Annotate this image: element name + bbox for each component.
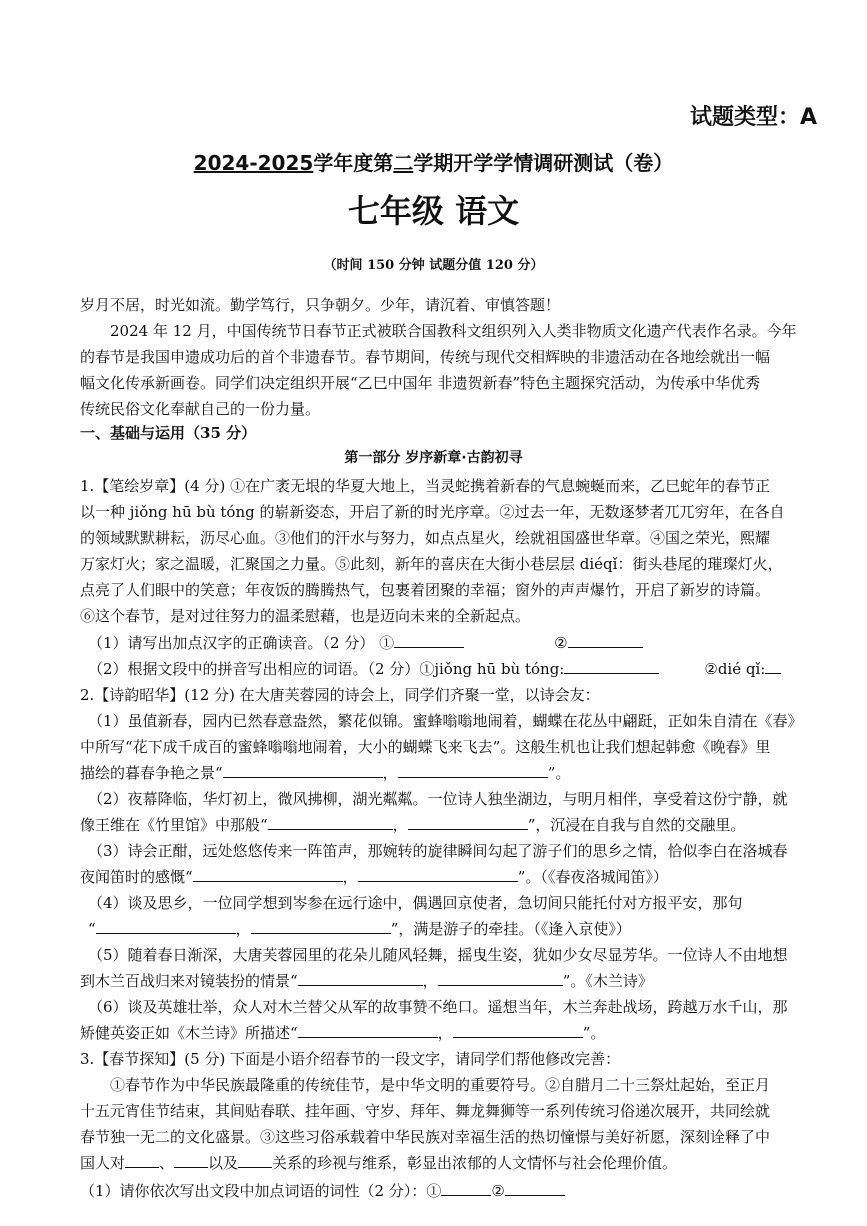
answer-blank[interactable]	[193, 867, 343, 882]
line-text: ”。	[547, 764, 571, 782]
line-text: ，	[235, 920, 251, 938]
sub-question-text: ②dié qǐ:	[704, 660, 766, 678]
question-2-line	[80, 760, 570, 786]
question-2-line: 中所写“花下成千成百的蜜蜂嗡嗡地闹着，大小的蝴蝶飞来飞去”。这般生机也让我们想起韩愈《晚春》里	[80, 738, 771, 756]
answer-blank[interactable]	[223, 763, 383, 778]
section-heading: 一、基础与运用（35 分）	[80, 424, 257, 442]
answer-blank[interactable]	[765, 659, 781, 674]
answer-blank[interactable]	[441, 1181, 491, 1196]
line-text: ”，满是游子的牵挂。（《逢入京使》）	[390, 920, 631, 938]
question-1-sub-2	[88, 656, 781, 682]
line-text: 、	[159, 1154, 175, 1172]
question-1-line: ⑥这个春节，是对过往努力的温柔慰藉，也是迈向未来的全新起点。	[80, 607, 531, 625]
intro-paragraph-line: 的春节是我国申遗成功后的首个非遗春节。春节期间，传统与现代交相辉映的非遗活动在各地绘就出一幅	[80, 348, 771, 366]
question-3-line: 春节独一无二的文化盛景。③这些习俗承载着中华民族对幸福生活的热切憧憬与美好祈愿，深刻诠释了中	[80, 1128, 771, 1146]
answer-blank[interactable]	[394, 633, 464, 648]
sub-question-text: ②	[554, 634, 568, 652]
answer-blank[interactable]	[398, 763, 548, 778]
line-text: 像王维在《竹里馆》中那般“	[80, 816, 268, 834]
line-text: ”。（《春夜洛城闻笛》）	[517, 868, 668, 886]
exam-title	[0, 147, 867, 176]
exam-title-end: 学期开学学情调研测试（卷）	[413, 151, 674, 175]
answer-blank[interactable]	[238, 1153, 272, 1168]
line-text: ，	[422, 972, 438, 990]
answer-blank[interactable]	[298, 1023, 438, 1038]
answer-blank[interactable]	[96, 919, 236, 934]
answer-blank[interactable]	[251, 919, 391, 934]
answer-blank[interactable]	[298, 971, 423, 986]
answer-blank[interactable]	[564, 659, 659, 674]
sub-question-text: （1）请你依次写出文段中加点词语的词性（2 分）：①	[80, 1182, 442, 1200]
line-text: ”。《木兰诗》	[562, 972, 653, 990]
intro-line: 岁月不居，时光如流。勤学笃行，只争朝夕。少年，请沉着、审慎答题！	[80, 296, 561, 314]
sub-question-text: ②	[491, 1182, 505, 1200]
answer-blank[interactable]	[438, 971, 563, 986]
line-text: 到木兰百战归来对镜装扮的情景“	[80, 972, 298, 990]
answer-blank[interactable]	[268, 815, 393, 830]
line-text: ，	[382, 764, 398, 782]
intro-paragraph-line: 2024 年 12 月，中国传统节日春节正式被联合国教科文组织列入人类非物质文化遗产代表作名录。今年	[110, 322, 797, 340]
question-2-line: （5）随着春日渐深，大唐芙蓉园里的花朵儿随风轻舞，摇曳生姿，犹如少女尽显芳华。一位诗人不由地想	[88, 946, 788, 964]
line-text: 描绘的暮春争艳之景“	[80, 764, 223, 782]
question-1-sub-1	[88, 630, 643, 656]
line-text: 矫健英姿正如《木兰诗》所描述“	[80, 1024, 298, 1042]
answer-blank[interactable]	[174, 1153, 208, 1168]
line-text: ”。	[582, 1024, 606, 1042]
question-3-sub-1	[80, 1178, 565, 1204]
answer-blank[interactable]	[408, 815, 528, 830]
line-text: 关系的珍视与维系，彰显出浓郁的人文情怀与社会伦理价值。	[272, 1154, 678, 1172]
question-1-line: 以一种 jiǒng hū bù tóng 的崭新姿态，开启了新的时光序章。②过去一年，无数逐梦者兀兀穷年，在各自	[80, 503, 785, 521]
answer-blank[interactable]	[568, 633, 643, 648]
line-text: 以及	[208, 1154, 239, 1172]
line-text: 夜闻笛时的感慨“	[80, 868, 193, 886]
line-text: 国人对	[80, 1154, 126, 1172]
exam-type-label: 试题类型：A	[689, 105, 817, 130]
question-2-line	[80, 812, 745, 838]
question-2-line	[88, 916, 631, 942]
intro-paragraph-line: 幅文化传承新画卷。同学们决定组织开展“乙巳中国年 非遗贺新春”特色主题探究活动，为传承中华优秀	[80, 374, 761, 392]
question-1-line: 的领域默默耕耘，沥尽心血。③他们的汗水与努力，如点点星火，绘就祖国盛世华章。④国之荣光，熙耀	[80, 529, 771, 547]
sub-question-text: （2）根据文段中的拼音写出相应的词语。（2 分）①jiǒng hū bù tóng:	[88, 660, 565, 678]
line-text: ，	[437, 1024, 453, 1042]
intro-paragraph-line: 传统民俗文化奉献自己的一份力量。	[80, 400, 321, 418]
line-text: ，	[342, 868, 358, 886]
question-1-line: 点亮了人们眼中的笑意；年夜饭的腾腾热气，包裹着团聚的幸福；窗外的声声爆竹，开启了新岁的诗篇。	[80, 581, 771, 599]
question-2-line: （6）谈及英雄壮举，众人对木兰替父从军的故事赞不绝口。遥想当年，木兰奔赴战场，跨越万水千山，那	[88, 998, 788, 1016]
exam-year: 2024-2025	[193, 151, 314, 175]
exam-time-info: （时间 150 分钟 试题分值 120 分）	[323, 258, 544, 273]
question-2-line: （2）夜幕降临，华灯初上，微风拂柳，湖光粼粼。一位诗人独坐湖边，与明月相伴，享受着这份宁静，就	[88, 790, 788, 808]
question-2-line	[80, 968, 653, 994]
question-1-line: 万家灯火；家之温暖，汇聚国之力量。⑤此刻，新年的喜庆在大街小巷层层 diéqǐ：街头巷尾的璀璨灯火，	[80, 555, 783, 573]
question-2-line: 2.【诗韵昭华】(12 分) 在大唐芙蓉园的诗会上，同学们齐聚一堂，以诗会友：	[80, 686, 600, 704]
answer-blank[interactable]	[505, 1181, 565, 1196]
question-3-line: 3.【春节探知】(5 分) 下面是小语介绍春节的一段文字，请同学们帮他修改完善：	[80, 1050, 621, 1068]
question-3-line: ①春节作为中华民族最隆重的传统佳节，是中华文明的重要符号。②自腊月二十三祭灶起始，至正月	[110, 1076, 771, 1094]
answer-blank[interactable]	[358, 867, 518, 882]
question-2-line	[80, 864, 668, 890]
part-heading: 第一部分 岁序新章·古韵初寻	[344, 450, 523, 466]
question-2-line: （3）诗会正酣，远处悠悠传来一阵笛声，那婉转的旋律瞬间勾起了游子们的思乡之情，恰似李白在洛城春	[88, 842, 788, 860]
question-2-line: （4）谈及思乡，一位同学想到岑参在远行途中，偶遇回京使者，急切间只能托付对方报平安，那句	[88, 894, 743, 912]
answer-blank[interactable]	[125, 1153, 159, 1168]
question-3-line: 十五元宵佳节结束，其间贴春联、挂年画、守岁、拜年、舞龙舞狮等一系列传统习俗递次展开，共同绘就	[80, 1102, 771, 1120]
question-3-line	[80, 1150, 677, 1176]
line-text: ”，沉浸在自我与自然的交融里。	[527, 816, 746, 834]
exam-title-mid: 学年度第	[313, 151, 394, 175]
line-text: “	[88, 920, 96, 938]
question-2-line	[80, 1020, 605, 1046]
sub-question-text: （1）请写出加点汉字的正确读音。（2 分） ①	[88, 634, 395, 652]
question-2-line: （1）虽值新春，园内已然春意盎然，繁花似锦。蜜蜂嗡嗡地闹着，蝴蝶在花丛中翩跹，正如朱自清在《春》	[88, 712, 803, 730]
exam-subject: 七年级 语文	[347, 192, 520, 230]
exam-term: 二	[393, 151, 414, 175]
line-text: ，	[392, 816, 408, 834]
answer-blank[interactable]	[453, 1023, 583, 1038]
question-1-line: 1.【笔绘岁章】(4 分) ①在广袤无垠的华夏大地上，当灵蛇携着新春的气息蜿蜒而来，乙巳蛇年的春节正	[80, 477, 771, 495]
